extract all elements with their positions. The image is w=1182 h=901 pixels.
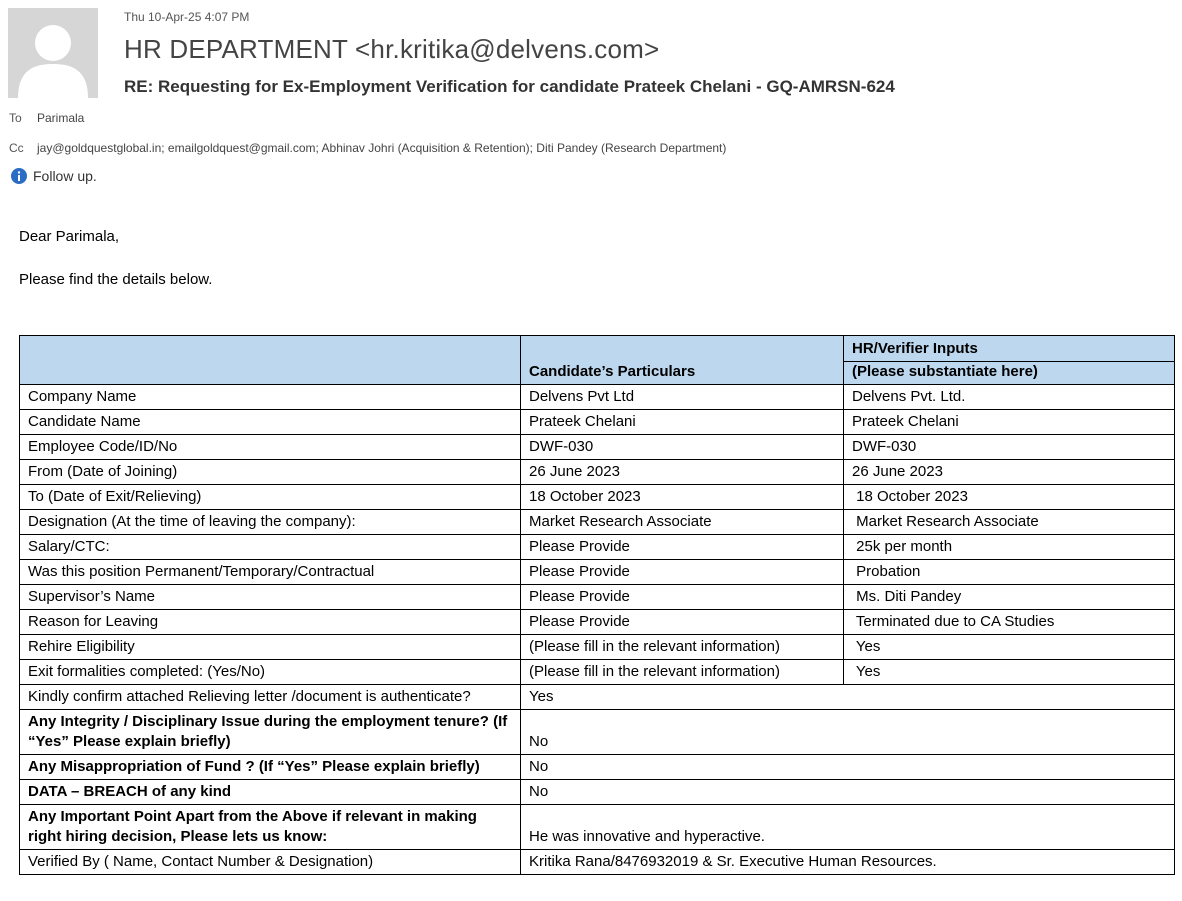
table-row [20, 535, 1175, 560]
cell-verifier: Delvens Pvt. Ltd. [844, 385, 1175, 410]
cell-label: Reason for Leaving [20, 610, 521, 635]
to-recipients[interactable]: Parimala [37, 111, 85, 125]
table-row [20, 660, 1175, 685]
cell-candidate: Delvens Pvt Ltd [521, 385, 844, 410]
cell-verifier: Yes [844, 635, 1175, 660]
cell-verifier: Terminated due to CA Studies [844, 610, 1175, 635]
cell-candidate: Market Research Associate [521, 510, 844, 535]
cell-verifier: Prateek Chelani [844, 410, 1175, 435]
table-row [20, 635, 1175, 660]
cell-candidate: (Please fill in the relevant information) [521, 660, 844, 685]
cell-label: Verified By ( Name, Contact Number & Designation) [20, 850, 521, 875]
table-row [20, 460, 1175, 485]
table-row [20, 385, 1175, 410]
cell-label: Exit formalities completed: (Yes/No) [20, 660, 521, 685]
table-row [20, 755, 1175, 780]
cell-label: Company Name [20, 385, 521, 410]
cell-value: No [521, 755, 1175, 780]
cell-label: Any Integrity / Disciplinary Issue during the employment tenure? (If “Yes” Please explain briefly) [20, 710, 521, 755]
cell-value: No [521, 710, 1175, 755]
cc-recipients[interactable]: jay@goldquestglobal.in; emailgoldquest@gmail.com; Abhinav Johri (Acquisition & Retention); Diti Pandey (Research Department) [37, 141, 727, 155]
cell-verifier: Probation [844, 560, 1175, 585]
cell-value: Yes [521, 685, 1175, 710]
table-row [20, 805, 1175, 850]
cell-label: Kindly confirm attached Relieving letter /document is authenticate? [20, 685, 521, 710]
cell-candidate: Please Provide [521, 560, 844, 585]
cell-candidate: Please Provide [521, 585, 844, 610]
info-icon [11, 168, 27, 184]
table-row [20, 610, 1175, 635]
table-header-row [20, 336, 1175, 385]
table-row [20, 685, 1175, 710]
table-row [20, 435, 1175, 460]
table-row [20, 780, 1175, 805]
cell-verifier: Yes [844, 660, 1175, 685]
cell-verifier: 25k per month [844, 535, 1175, 560]
verification-table [19, 335, 1175, 875]
sender-avatar [8, 8, 98, 98]
header-verifier [844, 336, 1175, 385]
cell-candidate: (Please fill in the relevant information) [521, 635, 844, 660]
header-candidate: Candidate’s Particulars [521, 336, 844, 385]
cell-value: He was innovative and hyperactive. [521, 805, 1175, 850]
cell-candidate: Please Provide [521, 535, 844, 560]
cell-candidate: 26 June 2023 [521, 460, 844, 485]
follow-up-text: Follow up. [33, 168, 97, 184]
cc-label: Cc [9, 141, 24, 155]
cell-label: Rehire Eligibility [20, 635, 521, 660]
cell-candidate: DWF-030 [521, 435, 844, 460]
sender[interactable]: HR DEPARTMENT <hr.kritika@delvens.com> [124, 34, 660, 64]
cell-label: Supervisor’s Name [20, 585, 521, 610]
cell-label: From (Date of Joining) [20, 460, 521, 485]
cell-verifier: 26 June 2023 [844, 460, 1175, 485]
greeting: Dear Parimala, [19, 228, 120, 245]
cell-verifier: 18 October 2023 [844, 485, 1175, 510]
cell-label: DATA – BREACH of any kind [20, 780, 521, 805]
header-cell-blank [20, 336, 521, 385]
table-row [20, 510, 1175, 535]
cell-label: Designation (At the time of leaving the company): [20, 510, 521, 535]
cell-verifier: Ms. Diti Pandey [844, 585, 1175, 610]
email-subject: RE: Requesting for Ex-Employment Verification for candidate Prateek Chelani - GQ-AMRSN-624 [124, 77, 895, 96]
table-row [20, 585, 1175, 610]
header-verifier-title: HR/Verifier Inputs [844, 339, 1174, 362]
cell-verifier: DWF-030 [844, 435, 1175, 460]
person-icon [8, 8, 98, 98]
to-label: To [9, 111, 22, 125]
table-row [20, 410, 1175, 435]
table-row [20, 485, 1175, 510]
cell-label: To (Date of Exit/Relieving) [20, 485, 521, 510]
cell-value: No [521, 780, 1175, 805]
cell-value: Kritika Rana/8476932019 & Sr. Executive Human Resources. [521, 850, 1175, 875]
cell-label: Any Misappropriation of Fund ? (If “Yes” Please explain briefly) [20, 755, 521, 780]
cell-candidate: 18 October 2023 [521, 485, 844, 510]
cell-verifier: Market Research Associate [844, 510, 1175, 535]
intro-text: Please find the details below. [19, 271, 213, 288]
table-row [20, 850, 1175, 875]
table-row [20, 560, 1175, 585]
table-row [20, 710, 1175, 755]
cell-candidate: Please Provide [521, 610, 844, 635]
sent-date: Thu 10-Apr-25 4:07 PM [124, 10, 250, 24]
cell-label: Any Important Point Apart from the Above if relevant in making right hiring decision, Please lets us know: [20, 805, 521, 850]
follow-up-banner[interactable] [11, 168, 97, 184]
cell-label: Salary/CTC: [20, 535, 521, 560]
cell-label: Employee Code/ID/No [20, 435, 521, 460]
cell-label: Candidate Name [20, 410, 521, 435]
cell-label: Was this position Permanent/Temporary/Contractual [20, 560, 521, 585]
cell-candidate: Prateek Chelani [521, 410, 844, 435]
header-verifier-subtitle: (Please substantiate here) [852, 363, 1038, 380]
